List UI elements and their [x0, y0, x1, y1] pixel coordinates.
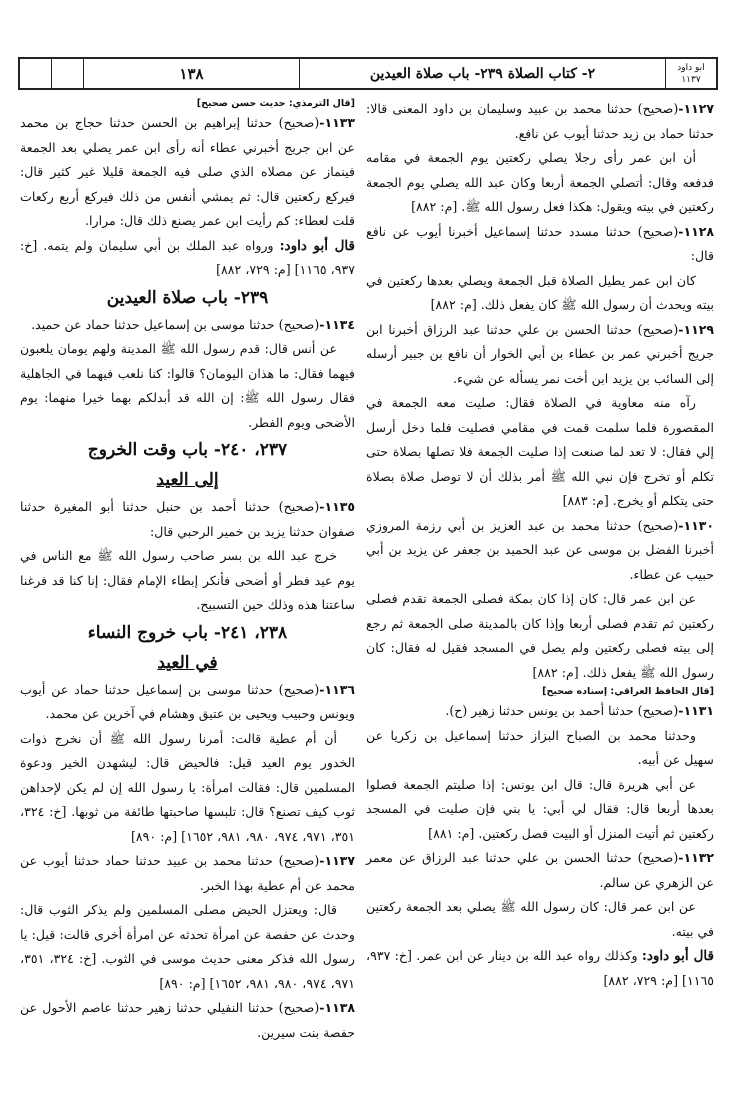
hadith-number: ١١٣١-	[678, 703, 714, 718]
hadith-entry	[20, 996, 355, 1045]
hadith-number: ١١٣٦-	[319, 681, 355, 697]
hadith-number: ١١٣٢-	[678, 850, 714, 865]
hadith-text	[366, 587, 714, 685]
hadith-body: (صحيح) حدثنا محمد بن عبيد حدثنا حماد حدثنا أيوب عن محمد عن أم عطية بهذا الخبر.	[20, 853, 355, 893]
hadith-body: عن ابن عمر قال: كان رسول الله ﷺ يصلي بعد الجمعة ركعتين في بيته.	[366, 899, 714, 939]
hadith-body: (صحيح) حدثنا محمد بن عبيد وسليمان بن داود المعنى قالا: حدثنا حماد بن زيد حدثنا أيوب عن نافع.	[366, 101, 714, 141]
hadith-body: عن أنس قال: قدم رسول الله ﷺ المدينة ولهم يومان يلعبون فيهما فقال: ما هذان اليومان؟ قالوا: كنا نلعب فيهما في الجاهلية فقال رسول الله ﷺ: إن الله قد أبدلكم بهما خيرا منهما: يوم الأضحى ويوم الفطر.	[20, 341, 355, 430]
hadith-text	[20, 898, 355, 996]
hadith-number: ١١٢٧-	[678, 101, 714, 116]
hadith-body: (صحيح) حدثنا موسى بن إسماعيل حدثنا حماد عن أيوب ويونس وحبيب ويحيى بن عتيق وهشام في آخرين عن محمد.	[20, 681, 355, 721]
abu-dawud-label: قال أبو داود:	[641, 948, 714, 964]
hadith-body: وحدثنا محمد بن الصباح البزاز حدثنا إسماعيل بن زكريا عن سهيل عن أبيه.	[366, 727, 714, 767]
hadith-entry	[20, 111, 355, 234]
hadith-body: (صحيح) حدثنا محمد بن عبد العزيز بن أبي رزمة المروزي أخبرنا الفضل بن موسى عن عبد الحميد بن جعفر عن يزيد بن أبي حبيب عن عطاء.	[366, 517, 714, 582]
book-hadith-number: ١١٣٧	[681, 74, 701, 85]
hadith-number: ١١٣٥-	[319, 499, 355, 514]
hadith-text	[20, 337, 355, 435]
hadith-body: (صحيح) حدثنا موسى بن إسماعيل حدثنا حماد عن حميد.	[31, 316, 320, 332]
grading-note: [قال الحافظ العراقي: إسناده صحيح]	[542, 686, 714, 697]
hadith-body: (صحيح) حدثنا إبراهيم بن الحسن حدثنا حجاج بن محمد عن ابن جريج أخبرني عطاء أنه رأى ابن عمر يصلي بعد الجمعة فينماز عن مصلاه الذي صلى فيه الجمعة قليلا غير كثير قال: فيركع ركعتين قال: ثم يمشي أنفس من ذلك فيركع أربع ركعات قلت لعطاء: كم رأيت ابن عمر يصنع ذلك قال: مرارا.	[20, 115, 355, 228]
header-cell-empty	[52, 59, 84, 88]
chapter-heading: ٢٣٩- باب صلاة العيدين	[106, 287, 269, 308]
hadith-number: ١١٣٤-	[319, 316, 355, 332]
abu-dawud-remark	[20, 234, 355, 283]
hadith-text	[366, 724, 714, 773]
hadith-body: أن ابن عمر رأى رجلا يصلي ركعتين يوم الجمعة في مقامه فدفعه وقال: أتصلي الجمعة أربعا وكان عبد الله يصلي يوم الجمعة ركعتين في بيته ويقول: هكذا فعل رسول الله ﷺ. [م: ٨٨٢]	[366, 150, 714, 214]
hadith-body: عن أبي هريرة قال: قال ابن يونس: إذا صليتم الجمعة فصلوا بعدها أربعا قال: فقال لي أبي: يا بني فإن صليت في المسجد ركعتين ثم أتيت المنزل أو البيت فصل ركعتين. [م: ٨٨١]	[366, 776, 714, 841]
hadith-body: (صحيح) حدثنا أحمد بن يونس حدثنا زهير (ح).	[445, 703, 679, 718]
hadith-body: (صحيح) حدثنا الحسن بن علي حدثنا عبد الرزاق أخبرنا ابن جريج أخبرني عمر بن عطاء بن أبي الخوار أن نافع بن جبير أرسله إلى السائب بن يزيد ابن أخت نمر يسأله عن شيء.	[366, 321, 714, 386]
hadith-body: ورواه عبد الملك بن أبي سليمان ولم يتمه. [خ: ٩٣٧، ١١٦٥] [م: ٧٢٩، ٨٨٢]	[20, 237, 355, 277]
hadith-number: ١١٣٧-	[319, 853, 355, 868]
hadith-number: ١١٣٣-	[319, 115, 355, 130]
hadith-entry	[366, 97, 714, 146]
chapter-heading: ٢٣٧، ٢٤٠- باب وقت الخروج	[87, 440, 288, 460]
hadith-body: وكذلك رواه عبد الله بن دينار عن ابن عمر. [خ: ٩٣٧، ١١٦٥] [م: ٧٢٩، ٨٨٢]	[366, 948, 714, 988]
grading-note: [قال الترمذي: حديث حسن صحيح]	[196, 98, 355, 109]
hadith-entry	[20, 678, 355, 727]
hadith-entry	[20, 495, 355, 544]
hadith-entry	[366, 699, 714, 724]
hadith-number: ١١٢٩-	[678, 321, 714, 337]
hadith-body: (صحيح) حدثنا النفيلي حدثنا زهير حدثنا عاصم الأحول عن حفصة بنت سيرين.	[20, 1000, 355, 1040]
hadith-text	[366, 773, 714, 847]
abu-dawud-label: قال أبو داود:	[279, 237, 355, 254]
hadith-number: ١١٣٠-	[678, 517, 714, 533]
hadith-body: (صحيح) حدثنا مسدد حدثنا إسماعيل أخبرنا أيوب عن نافع قال:	[366, 223, 714, 263]
book-label	[666, 59, 716, 88]
abu-dawud-remark	[366, 944, 714, 993]
hadith-body: (صحيح) حدثنا الحسن بن علي حدثنا عبد الرزاق عن معمر عن الزهري عن سالم.	[366, 850, 714, 890]
right-column	[366, 97, 714, 993]
hadith-text	[20, 544, 355, 618]
hadith-text	[366, 895, 714, 944]
header-cell-empty	[20, 59, 52, 88]
book-name: ابو داود	[677, 62, 705, 73]
hadith-body: أن أم عطية قالت: أمرنا رسول الله ﷺ أن نخرج ذوات الخدور يوم العيد قيل: فالحيض قال: ليشهدن الخير ودعوة المسلمين قال: فقالت امرأة: يا رسول الله إن لم يكن لإحداهن ثوب كيف تصنع؟ قال: تلبسها صاحبتها طائفة من ثوبها. [خ: ٣٢٤، ٣٥١، ٩٧١، ٩٧٤، ٩٨٠، ٩٨١، ١٦٥٢] [م: ٨٩٠]	[20, 730, 355, 844]
page-header	[18, 57, 718, 90]
hadith-entry	[20, 313, 355, 338]
hadith-body: كان ابن عمر يطيل الصلاة قبل الجمعة ويصلي بعدها ركعتين في بيته ويحدث أن رسول الله ﷺ كان يفعل ذلك. [م: ٨٨٢]	[366, 272, 714, 312]
hadith-number: ١١٣٨-	[319, 1000, 355, 1015]
hadith-body: قال: ويعتزل الحيض مصلى المسلمين ولم يذكر الثوب قال: وحدث عن حفصة عن امرأة تحدثه عن امرأة أخرى قالت: قيل: يا رسول الله فذكر معنى حديث موسى في الثوب. [خ: ٣٢٤، ٣٥١، ٩٧١، ٩٧٤، ٩٨٠، ٩٨١، ١٦٥٢] [م: ٨٩٠]	[20, 902, 355, 991]
hadith-body: رآه منه معاوية في الصلاة فقال: صليت معه الجمعة في المقصورة فلما سلمت قمت في مقامي فصليت فلما دخل أرسل إلي فقال: لا تعد لما صنعت إذا صليت الجمعة فلا تصلها بصلاة حتى تكلم أو تخرج فإن نبي الله ﷺ أمر بذلك أن لا توصل صلاة بصلاة حتى يتكلم أو يخرج. [م: ٨٨٣]	[366, 395, 714, 508]
hadith-entry	[20, 849, 355, 898]
hadith-entry	[366, 846, 714, 895]
hadith-entry	[366, 318, 714, 392]
hadith-body: عن ابن عمر قال: كان إذا كان بمكة فصلى الجمعة تقدم فصلى ركعتين ثم تقدم فصلى أربعا وإذا كان بالمدينة صلى الجمعة ثم رجع إلى بيته فصلى ركعتين ولم يصل في المسجد فقيل له فقال: كان رسول الله ﷺ يفعل ذلك. [م: ٨٨٢]	[366, 591, 714, 680]
hadith-text	[366, 269, 714, 318]
hadith-body: (صحيح) حدثنا أحمد بن حنبل حدثنا أبو المغيرة حدثنا صفوان حدثنا يزيد بن خمير الرحبي قال:	[20, 499, 355, 539]
hadith-body: خرج عبد الله بن بسر صاحب رسول الله ﷺ مع الناس في يوم عيد فطر أو أضحى فأنكر إبطاء الإمام فقال: إنا كنا قد فرغنا ساعتنا هذه وذلك حين التسبيح.	[20, 548, 355, 612]
left-column	[20, 97, 355, 1045]
hadith-entry	[366, 514, 714, 588]
hadith-number: ١١٢٨-	[678, 223, 714, 239]
hadith-text	[366, 146, 714, 220]
chapter-heading: ٢٣٨، ٢٤١- باب خروج النساء	[87, 622, 288, 643]
hadith-entry	[366, 220, 714, 269]
chapter-heading-cont: في العيد	[157, 652, 218, 673]
running-title: ٢- كتاب الصلاة ٢٣٩- باب صلاة العيدين	[300, 59, 666, 88]
page-number: ١٣٨	[84, 59, 300, 88]
chapter-heading-cont: إلى العيد	[156, 470, 219, 490]
hadith-text	[20, 727, 355, 850]
hadith-text	[366, 391, 714, 514]
